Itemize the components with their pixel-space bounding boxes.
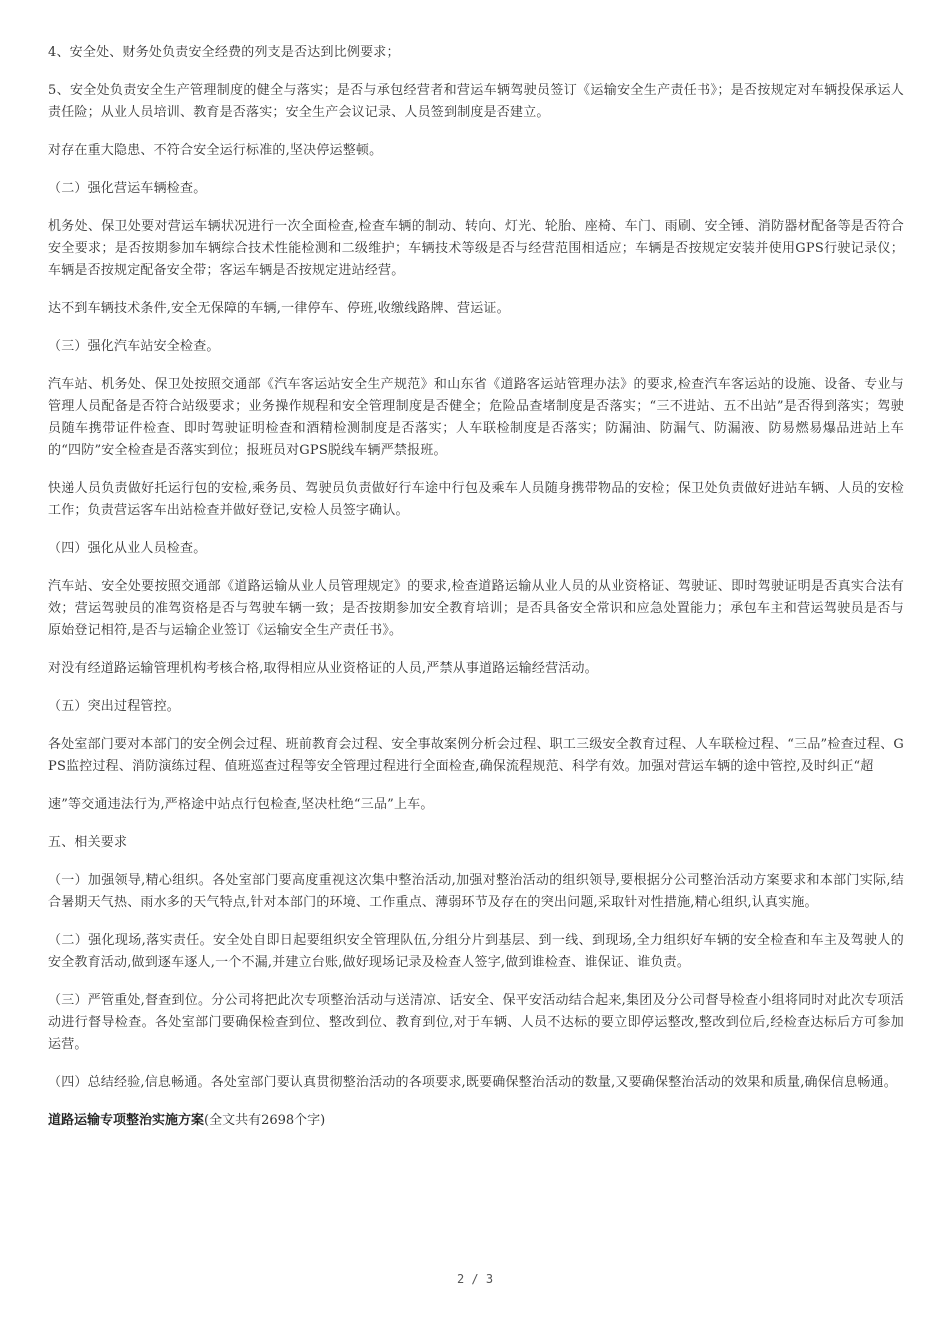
paragraph-requirement-4: （四）总结经验,信息畅通。各处室部门要认真贯彻整治活动的各项要求,既要确保整治活动的数量,又要确保整治活动的效果和质量,确保信息畅通。 [48,1075,897,1090]
section-heading-station-check: （三）强化汽车站安全检查。 [48,339,220,354]
page-number: 2 / 3 [456,1272,494,1286]
paragraph-vehicle-check: 机务处、保卫处要对营运车辆状况进行一次全面检查,检查车辆的制动、转向、灯光、轮胎、座椅、车门、雨刷、安全锤、消防器材配备等是否符合安全要求；是否按期参加车辆综合技术性能检测和二级维护；车辆技术等级是否与经营范围相适应；车辆是否按规定安装并使用GPS行驶记录仪；车辆是否按规定配备安全带；客运车辆是否按规定进站经营。 [48,219,904,278]
footer-title-bold: 道路运输专项整治实施方案 [48,1113,205,1128]
section-heading-staff-check: （四）强化从业人员检查。 [48,541,207,556]
section-heading-requirements: 五、相关要求 [48,835,128,850]
paragraph-item-5: 5、安全处负责安全生产管理制度的健全与落实；是否与承包经营者和营运车辆驾驶员签订《运输安全生产责任书》；是否按规定对车辆投保承运人责任险；从业人员培训、教育是否落实；安全生产会议记录、人员签到制度是否建立。 [48,83,904,120]
paragraph-requirement-1: （一）加强领导,精心组织。各处室部门要高度重视这次集中整治活动,加强对整治活动的组织领导,要根据分公司整治活动方案要求和本部门实际,结合暑期天气热、雨水多的天气特点,针对本部门的环境、工作重点、薄弱环节及存在的突出问题,采取针对性措施,精心组织,认真实施。 [48,873,904,910]
paragraph-requirement-3: （三）严管重处,督查到位。分公司将把此次专项整治活动与送清凉、话安全、保平安活动结合起来,集团及分公司督导检查小组将同时对此次专项活动进行督导检查。各处室部门要确保检查到位、整改到位、教育到位,对于车辆、人员不达标的要立即停运整改,整改到位后,经检查达标后方可参加运营。 [48,993,904,1052]
paragraph-staff-check: 汽车站、安全处要按照交通部《道路运输从业人员管理规定》的要求,检查道路运输从业人员的从业资格证、驾驶证、即时驾驶证明是否真实合法有效；营运驾驶员的准驾资格是否与驾驶车辆一致；是否按期参加安全教育培训；是否具备安全常识和应急处置能力；承包车主和营运驾驶员是否与原始登记相符,是否与运输企业签订《运输安全生产责任书》。 [48,579,904,638]
section-heading-vehicle-check: （二）强化营运车辆检查。 [48,181,207,196]
document-page [48,42,904,1132]
footer-word-count: (全文共有2698个字) [204,1113,326,1128]
paragraph-staff-ban: 对没有经道路运输管理机构考核合格,取得相应从业资格证的人员,严禁从事道路运输经营活动。 [48,661,598,676]
section-heading-process-control: （五）突出过程管控。 [48,699,181,714]
document-footer-title [48,1110,904,1132]
paragraph-requirement-2: （二）强化现场,落实责任。安全处自即日起要组织安全管理队伍,分组分片到基层、到一线、到现场,全力组织好车辆的安全检查和车主及驾驶人的安全教育活动,做到逐车逐人,一个不漏,并建立台账,做好现场记录及检查人签字,做到谁检查、谁保证、谁负责。 [48,933,904,970]
paragraph-suspend-note: 对存在重大隐患、不符合安全运行标准的,坚决停运整顿。 [48,143,383,158]
paragraph-item-4: 4、安全处、财务处负责安全经费的列支是否达到比例要求； [48,45,400,60]
paragraph-process-control: 各处室部门要对本部门的安全例会过程、班前教育会过程、安全事故案例分析会过程、职工三级安全教育过程、人车联检过程、“三品”检查过程、GPS监控过程、消防演练过程、值班巡查过程等安全管理过程进行全面检查,确保流程规范、科学有效。加强对营运车辆的途中管控,及时纠正“超 [48,737,904,774]
paragraph-vehicle-penalty: 达不到车辆技术条件,安全无保障的车辆,一律停车、停班,收缴线路牌、营运证。 [48,301,510,316]
paragraph-security-check: 快递人员负责做好托运行包的安检,乘务员、驾驶员负责做好行车途中行包及乘车人员随身携带物品的安检；保卫处负责做好进站车辆、人员的安检工作；负责营运客车出站检查并做好登记,安检人员签字确认。 [48,481,904,518]
paragraph-process-control-cont: 速”等交通违法行为,严格途中站点行包检查,坚决杜绝“三品”上车。 [48,797,434,812]
paragraph-station-check: 汽车站、机务处、保卫处按照交通部《汽车客运站安全生产规范》和山东省《道路客运站管理办法》的要求,检查汽车客运站的设施、设备、专业与管理人员配备是否符合站级要求；业务操作规程和安全管理制度是否健全；危险品查堵制度是否落实；“三不进站、五不出站”是否得到落实；驾驶员随车携带证件检查、即时驾驶证明检查和酒精检测制度是否落实；人车联检制度是否落实；防漏油、防漏气、防漏液、防易燃易爆品进站上车的“四防”安全检查是否落实到位；报班员对GPS脱线车辆严禁报班。 [48,377,904,458]
